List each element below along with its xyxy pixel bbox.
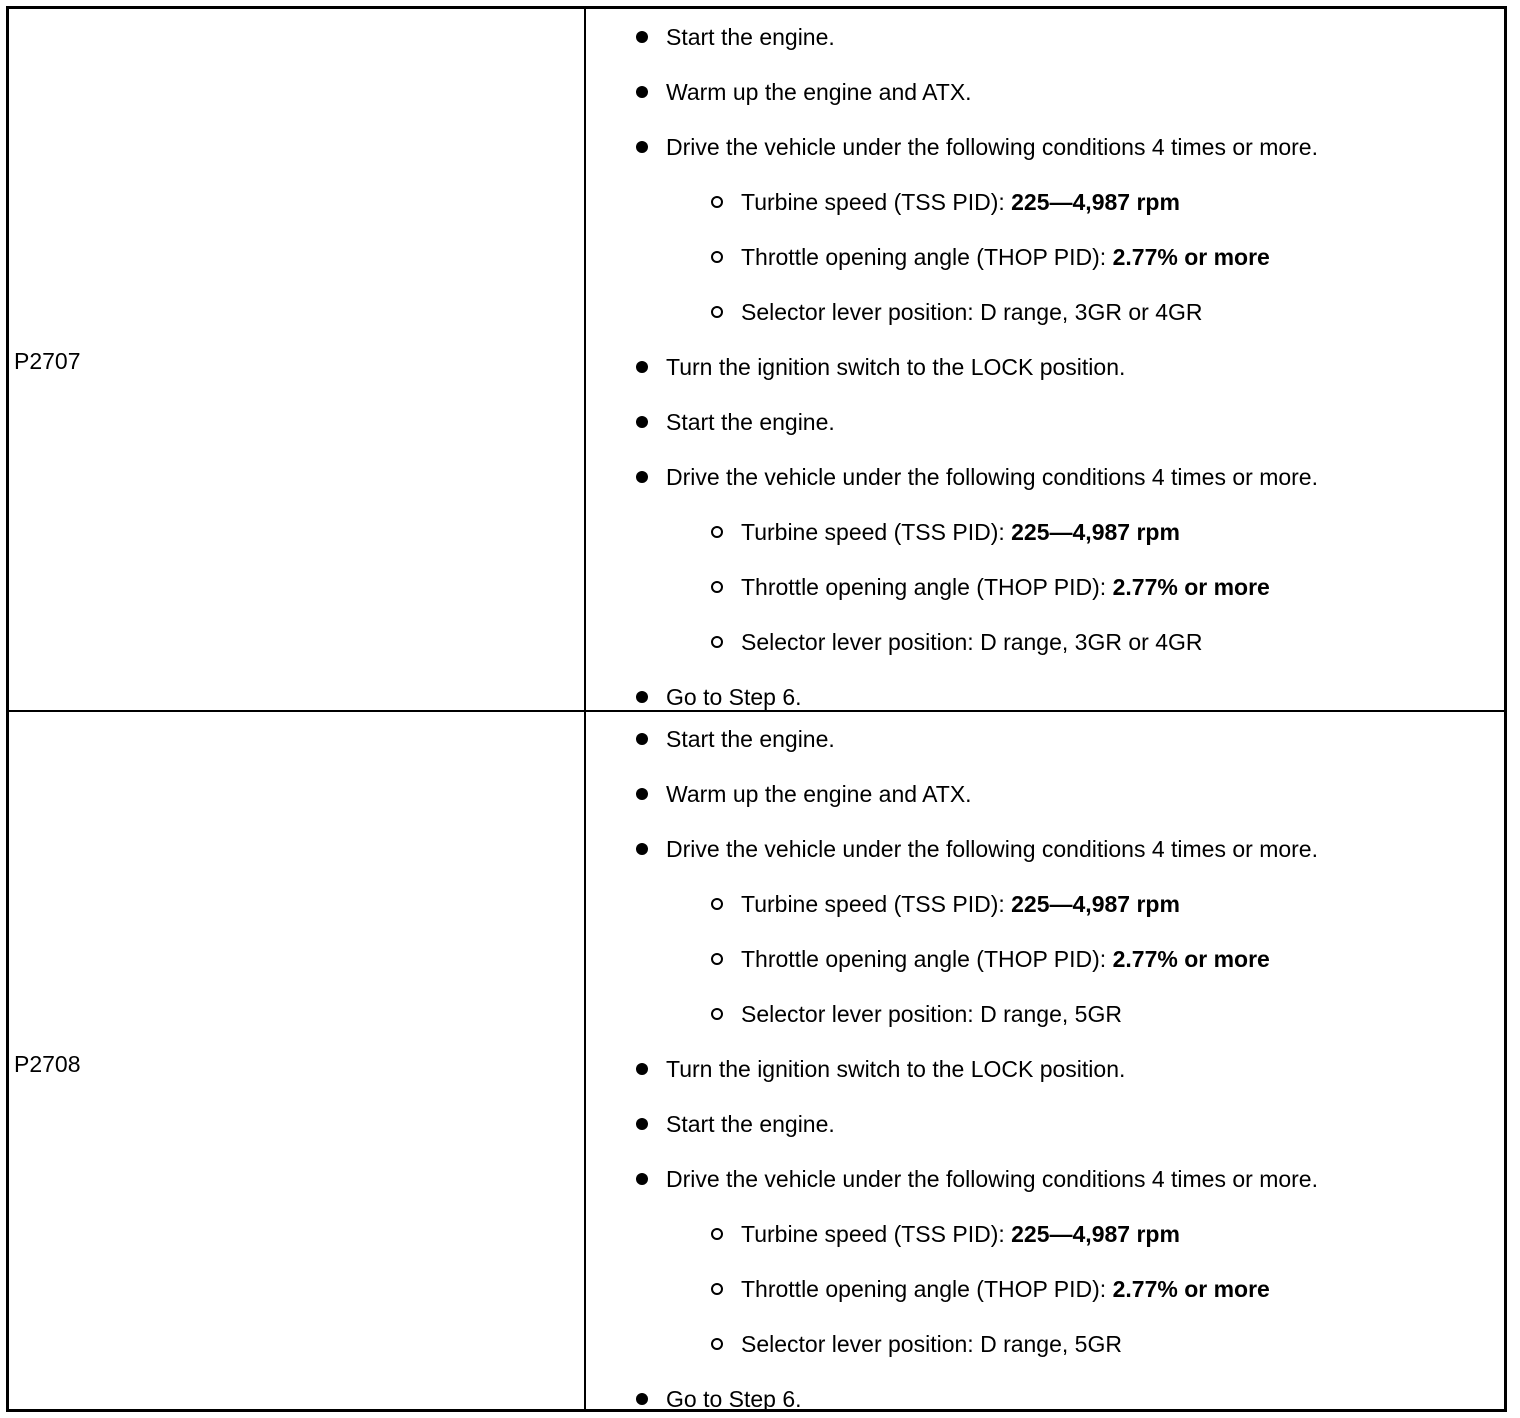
step-text: Drive the vehicle under the following conditions 4 times or more. bbox=[666, 134, 1318, 160]
list-item bbox=[666, 22, 835, 52]
list-item bbox=[666, 352, 1125, 382]
hollow-bullet-icon bbox=[711, 953, 723, 965]
filled-bullet-icon bbox=[636, 1063, 648, 1075]
step-text: Throttle opening angle (THOP PID): bbox=[741, 1276, 1113, 1302]
step-value: 2.77% or more bbox=[1112, 946, 1270, 972]
filled-bullet-icon bbox=[636, 361, 648, 373]
list-item bbox=[666, 1054, 1125, 1084]
step-text: Start the engine. bbox=[666, 726, 835, 752]
step-text: Turbine speed (TSS PID): bbox=[741, 519, 1012, 545]
hollow-bullet-icon bbox=[711, 526, 723, 538]
list-item bbox=[666, 682, 802, 712]
sub-list-item bbox=[741, 1219, 1180, 1249]
sub-list-item bbox=[741, 187, 1180, 217]
hollow-bullet-icon bbox=[711, 898, 723, 910]
step-value: 225—4,987 rpm bbox=[1011, 189, 1180, 215]
filled-bullet-icon bbox=[636, 141, 648, 153]
table-row bbox=[9, 712, 1504, 1412]
step-text: Drive the vehicle under the following conditions 4 times or more. bbox=[666, 464, 1318, 490]
filled-bullet-icon bbox=[636, 1118, 648, 1130]
step-text: Selector lever position: D range, 3GR or 4GR bbox=[741, 299, 1203, 325]
step-text: Turn the ignition switch to the LOCK position. bbox=[666, 1056, 1126, 1082]
step-text: Warm up the engine and ATX. bbox=[666, 79, 972, 105]
sub-list-item bbox=[741, 242, 1270, 272]
step-text: Start the engine. bbox=[666, 24, 835, 50]
step-text: Turn the ignition switch to the LOCK position. bbox=[666, 354, 1126, 380]
list-item bbox=[666, 132, 1318, 162]
step-value: 2.77% or more bbox=[1112, 244, 1270, 270]
step-text: Turbine speed (TSS PID): bbox=[741, 891, 1012, 917]
step-text: Selector lever position: D range, 5GR bbox=[741, 1001, 1122, 1027]
hollow-bullet-icon bbox=[711, 1228, 723, 1240]
procedure-table bbox=[6, 6, 1507, 1412]
sub-list-item bbox=[741, 297, 1202, 327]
step-text: Drive the vehicle under the following conditions 4 times or more. bbox=[666, 1166, 1318, 1192]
step-value: 225—4,987 rpm bbox=[1011, 519, 1180, 545]
filled-bullet-icon bbox=[636, 416, 648, 428]
step-text: Turbine speed (TSS PID): bbox=[741, 1221, 1012, 1247]
step-text: Go to Step 6. bbox=[666, 1386, 802, 1412]
procedure-steps-cell bbox=[586, 712, 1504, 1412]
list-item bbox=[666, 1384, 802, 1414]
step-text: Warm up the engine and ATX. bbox=[666, 781, 972, 807]
step-value: 225—4,987 rpm bbox=[1011, 891, 1180, 917]
step-text: Throttle opening angle (THOP PID): bbox=[741, 574, 1113, 600]
sub-list-item bbox=[741, 627, 1202, 657]
step-text: Turbine speed (TSS PID): bbox=[741, 189, 1012, 215]
list-item bbox=[666, 724, 835, 754]
dtc-code: P2708 bbox=[14, 1051, 81, 1077]
step-value: 225—4,987 rpm bbox=[1011, 1221, 1180, 1247]
list-item bbox=[666, 834, 1318, 864]
list-item bbox=[666, 779, 972, 809]
list-item bbox=[666, 1164, 1318, 1194]
list-item bbox=[666, 462, 1318, 492]
step-text: Selector lever position: D range, 5GR bbox=[741, 1331, 1122, 1357]
step-text: Throttle opening angle (THOP PID): bbox=[741, 244, 1113, 270]
hollow-bullet-icon bbox=[711, 581, 723, 593]
filled-bullet-icon bbox=[636, 843, 648, 855]
filled-bullet-icon bbox=[636, 86, 648, 98]
filled-bullet-icon bbox=[636, 691, 648, 703]
sub-list-item bbox=[741, 999, 1122, 1029]
step-value: 2.77% or more bbox=[1112, 574, 1270, 600]
hollow-bullet-icon bbox=[711, 306, 723, 318]
hollow-bullet-icon bbox=[711, 196, 723, 208]
list-item bbox=[666, 407, 835, 437]
table-row bbox=[9, 9, 1504, 712]
filled-bullet-icon bbox=[636, 788, 648, 800]
sub-list-item bbox=[741, 1274, 1270, 1304]
list-item bbox=[666, 77, 972, 107]
step-text: Go to Step 6. bbox=[666, 684, 802, 710]
hollow-bullet-icon bbox=[711, 1008, 723, 1020]
step-text: Throttle opening angle (THOP PID): bbox=[741, 946, 1113, 972]
dtc-code-cell bbox=[9, 9, 586, 710]
dtc-code: P2707 bbox=[14, 348, 81, 374]
hollow-bullet-icon bbox=[711, 1283, 723, 1295]
step-text: Start the engine. bbox=[666, 1111, 835, 1137]
step-text: Selector lever position: D range, 3GR or 4GR bbox=[741, 629, 1203, 655]
procedure-steps-cell bbox=[586, 9, 1504, 710]
filled-bullet-icon bbox=[636, 471, 648, 483]
sub-list-item bbox=[741, 572, 1270, 602]
sub-list-item bbox=[741, 889, 1180, 919]
filled-bullet-icon bbox=[636, 31, 648, 43]
list-item bbox=[666, 1109, 835, 1139]
filled-bullet-icon bbox=[636, 1393, 648, 1405]
sub-list-item bbox=[741, 517, 1180, 547]
hollow-bullet-icon bbox=[711, 1338, 723, 1350]
step-text: Drive the vehicle under the following conditions 4 times or more. bbox=[666, 836, 1318, 862]
hollow-bullet-icon bbox=[711, 251, 723, 263]
filled-bullet-icon bbox=[636, 1173, 648, 1185]
sub-list-item bbox=[741, 944, 1270, 974]
step-text: Start the engine. bbox=[666, 409, 835, 435]
hollow-bullet-icon bbox=[711, 636, 723, 648]
filled-bullet-icon bbox=[636, 733, 648, 745]
dtc-code-cell bbox=[9, 712, 586, 1412]
sub-list-item bbox=[741, 1329, 1122, 1359]
step-value: 2.77% or more bbox=[1112, 1276, 1270, 1302]
